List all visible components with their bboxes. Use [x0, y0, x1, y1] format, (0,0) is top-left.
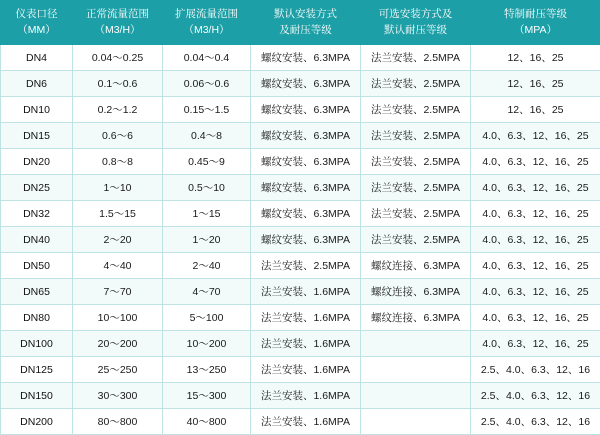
cell-default-installation: 螺纹安装、6.3MPA	[251, 123, 361, 149]
table-row	[1, 253, 600, 279]
column-header-line-1: 扩展流量范围	[165, 7, 248, 22]
cell-extended-flow-range: 40～800	[163, 409, 251, 435]
cell-normal-flow-range: 1～10	[73, 175, 163, 201]
cell-special-pressure-rating: 2.5、4.0、6.3、12、16	[471, 383, 600, 409]
cell-optional-installation: 法兰安装、2.5MPA	[361, 45, 471, 71]
cell-diameter: DN50	[1, 253, 73, 279]
cell-special-pressure-rating: 4.0、6.3、12、16、25	[471, 123, 600, 149]
table-row	[1, 149, 600, 175]
table-header-row	[1, 1, 600, 45]
cell-default-installation: 螺纹安装、6.3MPA	[251, 201, 361, 227]
cell-optional-installation: 螺纹连接、6.3MPA	[361, 279, 471, 305]
cell-diameter: DN125	[1, 357, 73, 383]
cell-default-installation: 螺纹安装、6.3MPA	[251, 97, 361, 123]
cell-special-pressure-rating: 2.5、4.0、6.3、12、16	[471, 357, 600, 383]
cell-normal-flow-range: 30～300	[73, 383, 163, 409]
cell-normal-flow-range: 0.2～1.2	[73, 97, 163, 123]
cell-normal-flow-range: 10～100	[73, 305, 163, 331]
cell-default-installation: 螺纹安装、6.3MPA	[251, 227, 361, 253]
table-header	[1, 1, 600, 45]
cell-optional-installation: 法兰安装、2.5MPA	[361, 201, 471, 227]
table-row	[1, 331, 600, 357]
cell-optional-installation: 法兰安装、2.5MPA	[361, 97, 471, 123]
cell-extended-flow-range: 1～15	[163, 201, 251, 227]
cell-extended-flow-range: 13～250	[163, 357, 251, 383]
table-row	[1, 45, 600, 71]
cell-extended-flow-range: 0.4～8	[163, 123, 251, 149]
table-row	[1, 383, 600, 409]
cell-special-pressure-rating: 4.0、6.3、12、16、25	[471, 305, 600, 331]
cell-optional-installation: 法兰安装、2.5MPA	[361, 175, 471, 201]
column-header-line-1: 可选安装方式及	[363, 7, 468, 22]
cell-optional-installation: 法兰安装、2.5MPA	[361, 123, 471, 149]
cell-default-installation: 法兰安装、1.6MPA	[251, 383, 361, 409]
cell-diameter: DN10	[1, 97, 73, 123]
cell-extended-flow-range: 15～300	[163, 383, 251, 409]
column-header-line-2: 及耐压等级	[253, 23, 358, 38]
cell-default-installation: 螺纹安装、6.3MPA	[251, 149, 361, 175]
cell-default-installation: 法兰安装、1.6MPA	[251, 409, 361, 435]
cell-default-installation: 螺纹安装、6.3MPA	[251, 175, 361, 201]
cell-normal-flow-range: 7～70	[73, 279, 163, 305]
column-header-line-2: （M3/H）	[165, 23, 248, 38]
cell-default-installation: 法兰安装、1.6MPA	[251, 331, 361, 357]
table-row	[1, 97, 600, 123]
cell-extended-flow-range: 2～40	[163, 253, 251, 279]
column-header-line-1: 默认安装方式	[253, 7, 358, 22]
table-row	[1, 175, 600, 201]
cell-extended-flow-range: 0.45～9	[163, 149, 251, 175]
cell-diameter: DN4	[1, 45, 73, 71]
cell-default-installation: 法兰安装、1.6MPA	[251, 305, 361, 331]
cell-diameter: DN25	[1, 175, 73, 201]
cell-optional-installation: 螺纹连接、6.3MPA	[361, 253, 471, 279]
cell-diameter: DN15	[1, 123, 73, 149]
cell-normal-flow-range: 2～20	[73, 227, 163, 253]
cell-default-installation: 法兰安装、1.6MPA	[251, 357, 361, 383]
table-row	[1, 123, 600, 149]
cell-diameter: DN200	[1, 409, 73, 435]
column-header-line-1: 特制耐压等级	[473, 7, 598, 22]
table-row	[1, 71, 600, 97]
cell-default-installation: 法兰安装、2.5MPA	[251, 253, 361, 279]
cell-diameter: DN6	[1, 71, 73, 97]
cell-diameter: DN150	[1, 383, 73, 409]
table-row	[1, 305, 600, 331]
cell-optional-installation	[361, 409, 471, 435]
cell-special-pressure-rating: 4.0、6.3、12、16、25	[471, 175, 600, 201]
table-row	[1, 279, 600, 305]
cell-diameter: DN20	[1, 149, 73, 175]
cell-diameter: DN80	[1, 305, 73, 331]
column-header-line-2: （M3/H）	[75, 23, 160, 38]
column-header-line-1: 仪表口径	[3, 7, 70, 22]
column-header-default-installation	[251, 1, 361, 45]
cell-special-pressure-rating: 4.0、6.3、12、16、25	[471, 279, 600, 305]
column-header-line-2: 默认耐压等级	[363, 23, 468, 38]
cell-default-installation: 螺纹安装、6.3MPA	[251, 45, 361, 71]
cell-normal-flow-range: 0.6～6	[73, 123, 163, 149]
table-row	[1, 357, 600, 383]
cell-normal-flow-range: 20～200	[73, 331, 163, 357]
cell-optional-installation	[361, 383, 471, 409]
cell-normal-flow-range: 0.04～0.25	[73, 45, 163, 71]
column-header-line-2: （MM）	[3, 23, 70, 38]
cell-special-pressure-rating: 4.0、6.3、12、16、25	[471, 201, 600, 227]
cell-normal-flow-range: 0.1～0.6	[73, 71, 163, 97]
table-row	[1, 227, 600, 253]
cell-diameter: DN32	[1, 201, 73, 227]
cell-special-pressure-rating: 12、16、25	[471, 97, 600, 123]
table-body	[1, 45, 600, 435]
cell-extended-flow-range: 0.04～0.4	[163, 45, 251, 71]
column-header-line-1: 正常流量范围	[75, 7, 160, 22]
cell-extended-flow-range: 5～100	[163, 305, 251, 331]
cell-optional-installation	[361, 357, 471, 383]
column-header-optional-installation	[361, 1, 471, 45]
cell-normal-flow-range: 4～40	[73, 253, 163, 279]
cell-default-installation: 法兰安装、1.6MPA	[251, 279, 361, 305]
column-header-normal-flow-range	[73, 1, 163, 45]
cell-normal-flow-range: 25～250	[73, 357, 163, 383]
cell-optional-installation: 法兰安装、2.5MPA	[361, 71, 471, 97]
cell-normal-flow-range: 80～800	[73, 409, 163, 435]
cell-extended-flow-range: 1～20	[163, 227, 251, 253]
cell-optional-installation	[361, 331, 471, 357]
cell-extended-flow-range: 10～200	[163, 331, 251, 357]
cell-diameter: DN40	[1, 227, 73, 253]
column-header-line-2: （MPA）	[473, 23, 598, 38]
cell-special-pressure-rating: 4.0、6.3、12、16、25	[471, 227, 600, 253]
column-header-special-pressure-rating	[471, 1, 600, 45]
cell-default-installation: 螺纹安装、6.3MPA	[251, 71, 361, 97]
cell-diameter: DN100	[1, 331, 73, 357]
cell-special-pressure-rating: 4.0、6.3、12、16、25	[471, 253, 600, 279]
cell-normal-flow-range: 1.5～15	[73, 201, 163, 227]
cell-extended-flow-range: 0.5～10	[163, 175, 251, 201]
cell-special-pressure-rating: 12、16、25	[471, 45, 600, 71]
cell-special-pressure-rating: 4.0、6.3、12、16、25	[471, 331, 600, 357]
cell-optional-installation: 法兰安装、2.5MPA	[361, 149, 471, 175]
cell-special-pressure-rating: 2.5、4.0、6.3、12、16	[471, 409, 600, 435]
column-header-extended-flow-range	[163, 1, 251, 45]
table-row	[1, 201, 600, 227]
cell-extended-flow-range: 0.06～0.6	[163, 71, 251, 97]
cell-special-pressure-rating: 4.0、6.3、12、16、25	[471, 149, 600, 175]
cell-special-pressure-rating: 12、16、25	[471, 71, 600, 97]
cell-extended-flow-range: 4～70	[163, 279, 251, 305]
column-header-diameter	[1, 1, 73, 45]
cell-diameter: DN65	[1, 279, 73, 305]
cell-optional-installation: 螺纹连接、6.3MPA	[361, 305, 471, 331]
cell-extended-flow-range: 0.15～1.5	[163, 97, 251, 123]
cell-optional-installation: 法兰安装、2.5MPA	[361, 227, 471, 253]
cell-normal-flow-range: 0.8～8	[73, 149, 163, 175]
table-row	[1, 409, 600, 435]
